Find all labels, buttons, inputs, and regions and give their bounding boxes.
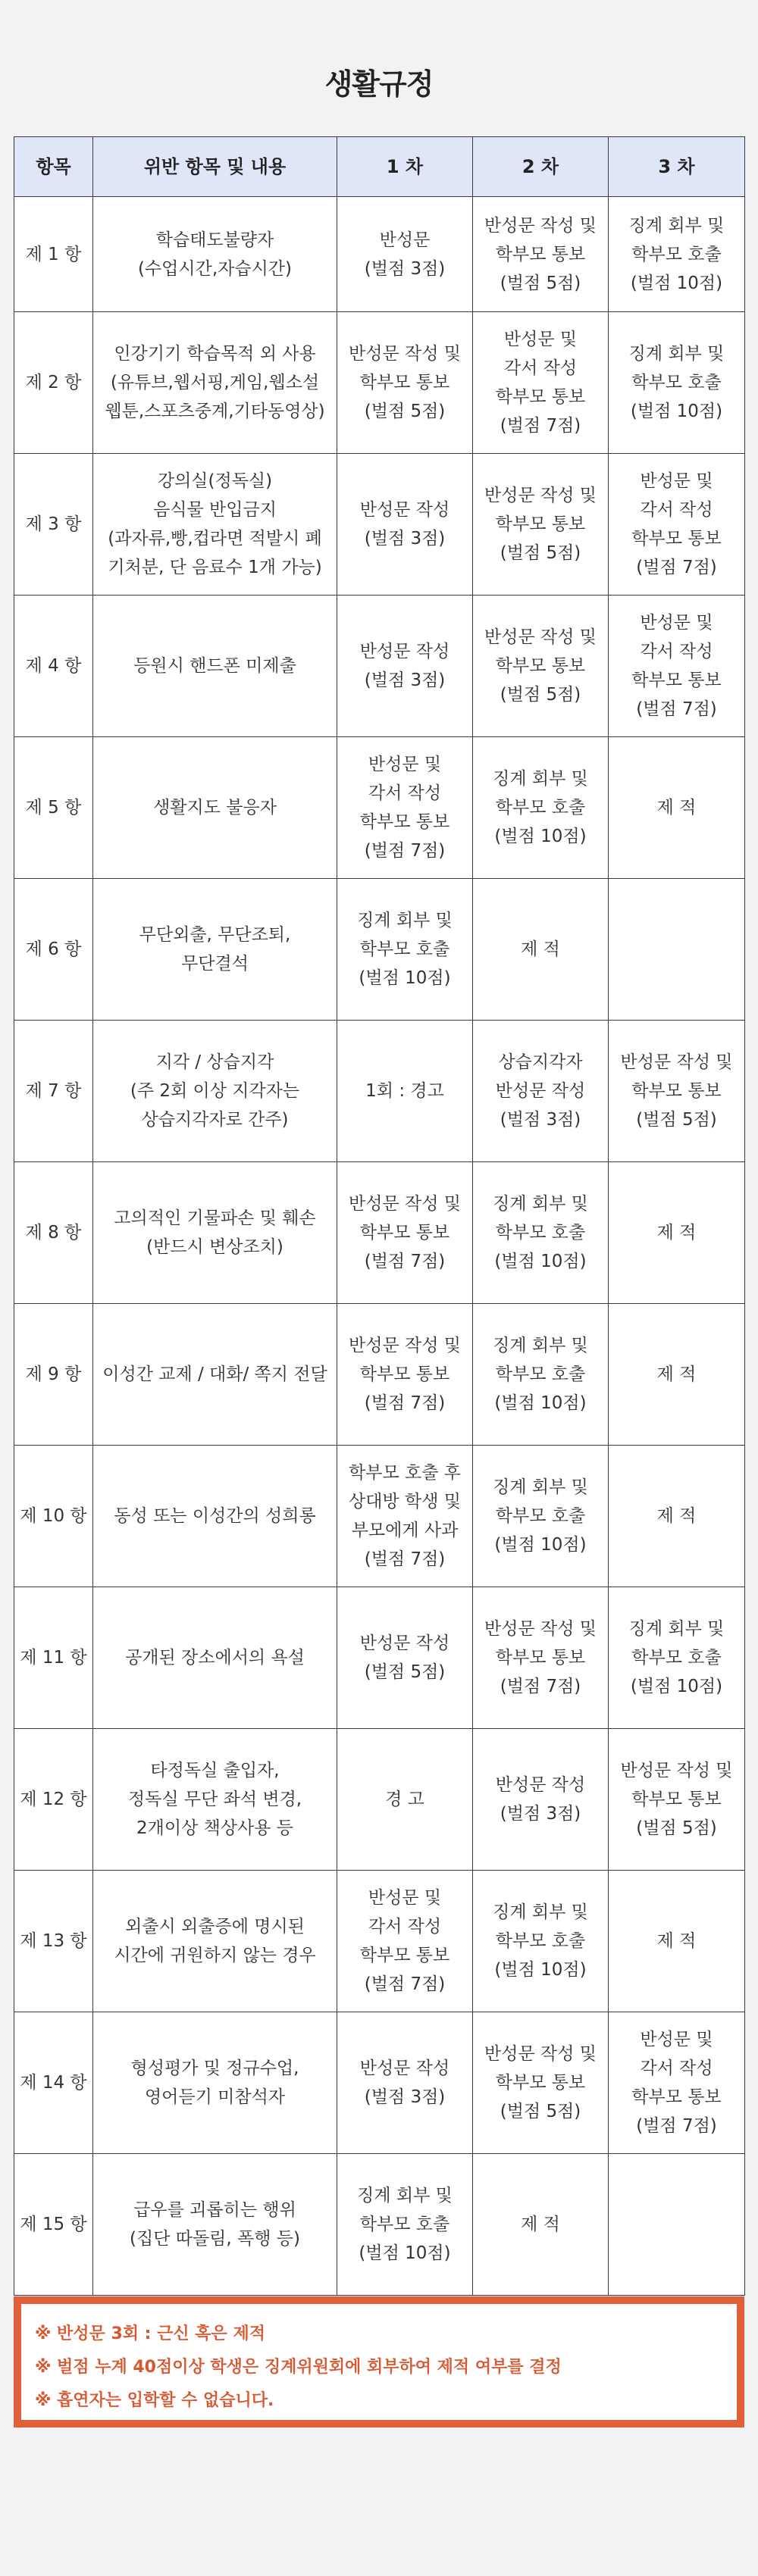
third-offense-penalty: 징계 회부 및 학부모 호출 (벌점 10점) [609,312,745,454]
second-offense-penalty: 징계 회부 및 학부모 호출 (벌점 10점) [473,1446,609,1587]
violation-description: 무단외출, 무단조퇴, 무단결석 [93,879,337,1021]
second-offense-penalty: 징계 회부 및 학부모 호출 (벌점 10점) [473,737,609,879]
third-offense-penalty: 반성문 작성 및 학부모 통보 (벌점 5점) [609,1729,745,1871]
third-offense-penalty: 제 적 [609,1871,745,2012]
table-row [14,596,745,737]
second-offense-penalty: 상습지각자 반성문 작성 (벌점 3점) [473,1021,609,1162]
first-offense-penalty: 반성문 작성 및 학부모 통보 (벌점 5점) [337,312,473,454]
rule-number: 제 1 항 [14,197,93,312]
violation-description: 동성 또는 이성간의 성희롱 [93,1446,337,1587]
rule-number: 제 9 항 [14,1304,93,1446]
header-violation: 위반 항목 및 내용 [93,137,337,197]
third-offense-penalty: 징계 회부 및 학부모 호출 (벌점 10점) [609,197,745,312]
page-title: 생활규정 [324,67,434,101]
violation-description: 학습태도불량자 (수업시간,자습시간) [93,197,337,312]
rules-table [14,136,745,2296]
rule-number: 제 3 항 [14,454,93,596]
first-offense-penalty: 경 고 [337,1729,473,1871]
second-offense-penalty: 반성문 작성 및 학부모 통보 (벌점 7점) [473,1587,609,1729]
violation-description: 외출시 외출증에 명시된 시간에 귀원하지 않는 경우 [93,1871,337,2012]
first-offense-penalty: 반성문 작성 (벌점 3점) [337,454,473,596]
second-offense-penalty: 반성문 작성 (벌점 3점) [473,1729,609,1871]
violation-description: 생활지도 불응자 [93,737,337,879]
table-row [14,1162,745,1304]
table-row [14,1304,745,1446]
third-offense-penalty: 반성문 및 각서 작성 학부모 통보 (벌점 7점) [609,2012,745,2154]
second-offense-penalty: 징계 회부 및 학부모 호출 (벌점 10점) [473,1871,609,2012]
rule-number: 제 13 항 [14,1871,93,2012]
notes-content [21,2304,737,2420]
table-row [14,1871,745,2012]
rule-number: 제 5 항 [14,737,93,879]
table-row [14,454,745,596]
note-line: ※ 반성문 3회 : 근신 혹은 제적 [35,2324,265,2343]
third-offense-penalty: 반성문 작성 및 학부모 통보 (벌점 5점) [609,1021,745,1162]
table-row [14,2012,745,2154]
rule-number: 제 11 항 [14,1587,93,1729]
header-item-no: 항목 [14,137,93,197]
table-row [14,1446,745,1587]
second-offense-penalty: 반성문 작성 및 학부모 통보 (벌점 5점) [473,2012,609,2154]
table-row [14,1729,745,1871]
first-offense-penalty: 반성문 작성 (벌점 3점) [337,2012,473,2154]
third-offense-penalty [609,2154,745,2296]
second-offense-penalty: 징계 회부 및 학부모 호출 (벌점 10점) [473,1162,609,1304]
third-offense-penalty: 제 적 [609,737,745,879]
note-line: ※ 흡연자는 입학할 수 없습니다. [35,2391,274,2410]
third-offense-penalty: 제 적 [609,1446,745,1587]
header-row [14,137,745,197]
second-offense-penalty: 반성문 및 각서 작성 학부모 통보 (벌점 7점) [473,312,609,454]
violation-description: 등원시 핸드폰 미제출 [93,596,337,737]
rule-number: 제 10 항 [14,1446,93,1587]
violation-description: 고의적인 기물파손 및 훼손 (반드시 변상조치) [93,1162,337,1304]
third-offense-penalty: 반성문 및 각서 작성 학부모 통보 (벌점 7점) [609,596,745,737]
third-offense-penalty: 제 적 [609,1304,745,1446]
second-offense-penalty: 반성문 작성 및 학부모 통보 (벌점 5점) [473,197,609,312]
table-row [14,197,745,312]
table-row [14,879,745,1021]
rule-number: 제 4 항 [14,596,93,737]
table-row [14,312,745,454]
first-offense-penalty: 1회 : 경고 [337,1021,473,1162]
header-second-offense: 2 차 [473,137,609,197]
rule-number: 제 12 항 [14,1729,93,1871]
first-offense-penalty: 반성문 작성 및 학부모 통보 (벌점 7점) [337,1304,473,1446]
table-body [14,197,745,2296]
second-offense-penalty: 반성문 작성 및 학부모 통보 (벌점 5점) [473,454,609,596]
third-offense-penalty [609,879,745,1021]
table-row [14,1587,745,1729]
first-offense-penalty: 반성문 작성 (벌점 3점) [337,596,473,737]
violation-description: 인강기기 학습목적 외 사용 (유튜브,웹서핑,게임,웹소설 웹툰,스포츠중계,기타동영상) [93,312,337,454]
rule-number: 제 7 항 [14,1021,93,1162]
violation-description: 공개된 장소에서의 욕설 [93,1587,337,1729]
second-offense-penalty: 반성문 작성 및 학부모 통보 (벌점 5점) [473,596,609,737]
first-offense-penalty: 징계 회부 및 학부모 호출 (벌점 10점) [337,879,473,1021]
violation-description: 강의실(정독실) 음식물 반입금지 (과자류,빵,컵라면 적발시 폐 기처분, 단 음료수 1개 가능) [93,454,337,596]
violation-description: 형성평가 및 정규수업, 영어듣기 미참석자 [93,2012,337,2154]
violation-description: 급우를 괴롭히는 행위 (집단 따돌림, 폭행 등) [93,2154,337,2296]
third-offense-penalty: 징계 회부 및 학부모 호출 (벌점 10점) [609,1587,745,1729]
first-offense-penalty: 반성문 작성 (벌점 5점) [337,1587,473,1729]
second-offense-penalty: 제 적 [473,879,609,1021]
rule-number: 제 6 항 [14,879,93,1021]
violation-description: 타정독실 출입자, 정독실 무단 좌석 변경, 2개이상 책상사용 등 [93,1729,337,1871]
violation-description: 지각 / 상습지각 (주 2회 이상 지각자는 상습지각자로 간주) [93,1021,337,1162]
header-third-offense: 3 차 [609,137,745,197]
second-offense-penalty: 징계 회부 및 학부모 호출 (벌점 10점) [473,1304,609,1446]
rule-number: 제 2 항 [14,312,93,454]
rule-number: 제 15 항 [14,2154,93,2296]
third-offense-penalty: 반성문 및 각서 작성 학부모 통보 (벌점 7점) [609,454,745,596]
rule-number: 제 14 항 [14,2012,93,2154]
first-offense-penalty: 반성문 및 각서 작성 학부모 통보 (벌점 7점) [337,1871,473,2012]
table-header [14,137,745,197]
third-offense-penalty: 제 적 [609,1162,745,1304]
first-offense-penalty: 징계 회부 및 학부모 호출 (벌점 10점) [337,2154,473,2296]
first-offense-penalty: 반성문 및 각서 작성 학부모 통보 (벌점 7점) [337,737,473,879]
notes-box [14,2296,744,2428]
second-offense-penalty: 제 적 [473,2154,609,2296]
violation-description: 이성간 교제 / 대화/ 쪽지 전달 [93,1304,337,1446]
first-offense-penalty: 반성문 작성 및 학부모 통보 (벌점 7점) [337,1162,473,1304]
table-row [14,2154,745,2296]
first-offense-penalty: 학부모 호출 후 상대방 학생 및 부모에게 사과 (벌점 7점) [337,1446,473,1587]
first-offense-penalty: 반성문 (벌점 3점) [337,197,473,312]
note-line: ※ 벌점 누계 40점이상 학생은 징계위원회에 회부하여 제적 여부를 결정 [35,2358,562,2377]
table-row [14,1021,745,1162]
header-first-offense: 1 차 [337,137,473,197]
table-row [14,737,745,879]
rule-number: 제 8 항 [14,1162,93,1304]
